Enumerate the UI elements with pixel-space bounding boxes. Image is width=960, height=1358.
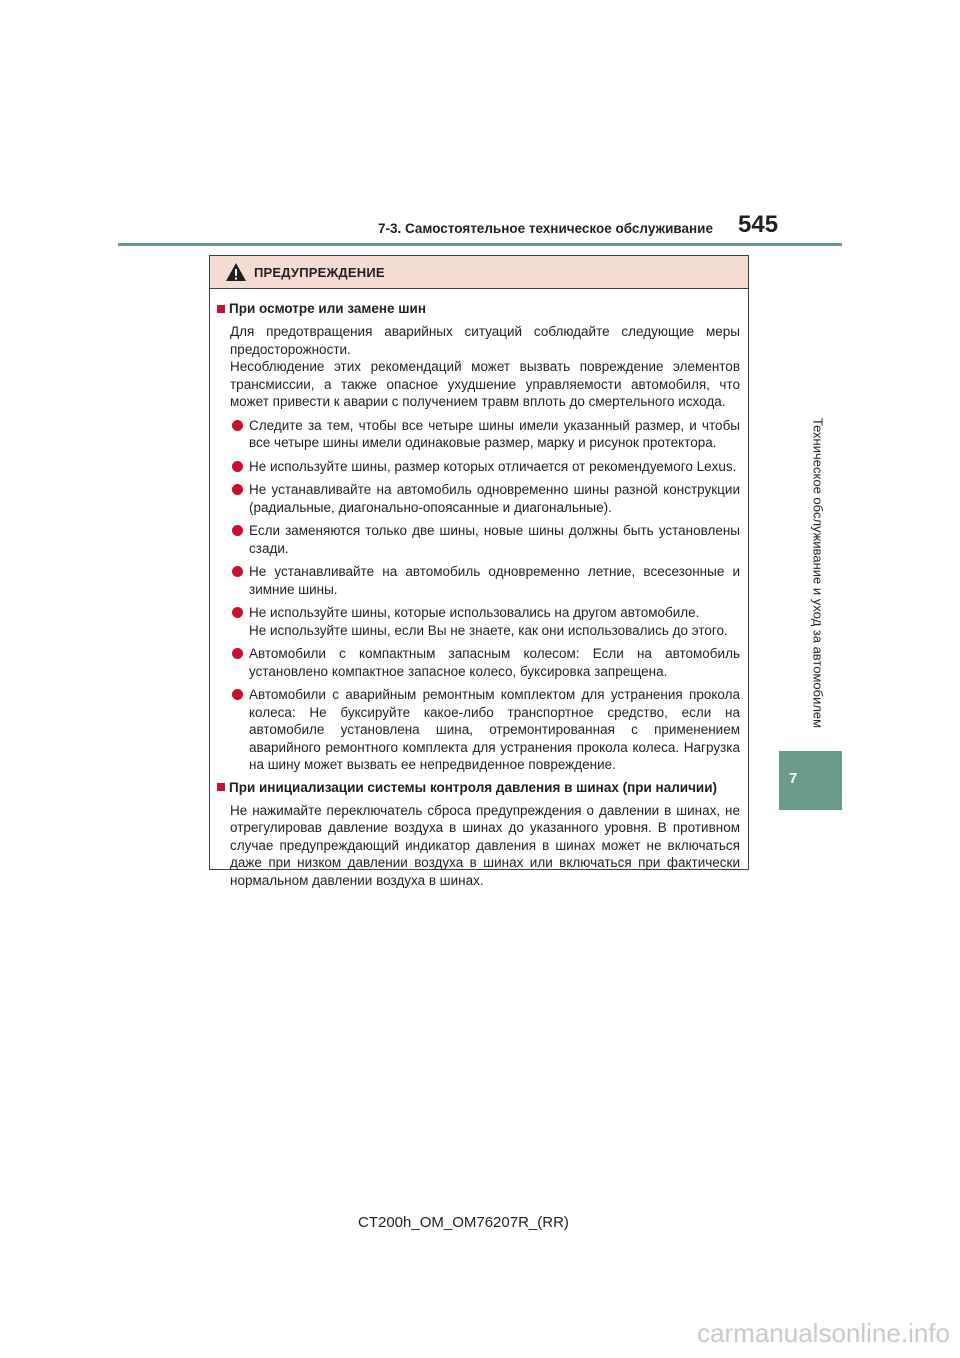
intro-paragraph: Для предотвращения аварийных ситуаций соблюдайте следующие меры предосторожности. <box>230 324 740 357</box>
footer-doc-code: CT200h_OM_OM76207R_(RR) <box>358 1214 569 1231</box>
round-bullet-icon <box>232 566 243 577</box>
header-rule <box>118 243 842 246</box>
warning-box <box>209 255 749 888</box>
list-item <box>230 417 740 452</box>
round-bullet-icon <box>232 484 243 495</box>
list-item <box>230 458 740 476</box>
list-item <box>230 481 740 516</box>
page-header-title: 7-3. Самостоятельное техническое обслуживание <box>378 221 713 236</box>
side-tab-text-area <box>800 408 836 738</box>
warning-body <box>210 289 748 889</box>
section-paragraph: Не нажимайте переключатель сброса предупреждения о давлении в шинах, не отрегулировав давление воздуха в шинах до указанного уровня. В противном случае предупреждающий индикатор давления в шинах может не включаться даже при низком давлении воздуха в шинах или включаться при фактически нормальном давлении воздуха в шинах. <box>230 802 740 888</box>
round-bullet-icon <box>232 420 243 431</box>
list-item-text: Не используйте шины, размер которых отличается от рекомендуемого Lexus. <box>249 458 737 474</box>
square-bullet-icon <box>217 783 225 791</box>
page-number: 545 <box>738 211 779 238</box>
list-item <box>230 522 740 557</box>
section-heading-text: При инициализации системы контроля давления в шинах (при наличии) <box>229 779 718 795</box>
chapter-number: 7 <box>789 770 798 787</box>
list-item-text: Если заменяются только две шины, новые шины должны быть установлены сзади. <box>249 523 740 556</box>
list-item-text: Не используйте шины, которые использовались на другом автомобиле. <box>249 605 700 620</box>
intro-paragraph: Несоблюдение этих рекомендаций может вызвать повреждение элементов трансмиссии, а также опасное ухудшение управляемости автомобиля, что может привести к аварии с получением травм вплоть до смертельного исхода. <box>230 359 740 409</box>
section-heading <box>217 780 740 795</box>
square-bullet-icon <box>217 305 225 313</box>
list-item-text: Не устанавливайте на автомобиль одновременно летние, всесезонные и зимние шины. <box>249 564 740 597</box>
list-item-text: Автомобили с компактным запасным колесом: Если на автомобиль установлено компактное запасное колесо, буксировка запрещена. <box>249 646 740 679</box>
round-bullet-icon <box>232 689 243 700</box>
list-item-text: Автомобили с аварийным ремонтным комплектом для устранения прокола колеса: Не буксируйте какое-либо транспортное средство, если на автомобиле установлена шина, отремонтированная с применением аварийного ремонтного комплекта для устранения прокола колеса. Нагрузка на шину может вызвать ее непредвиденное повреждение. <box>249 687 740 772</box>
watermark: carmanualsonline.info <box>697 1318 950 1348</box>
section-heading-text: При осмотре или замене шин <box>229 301 426 316</box>
list-item-text: Не устанавливайте на автомобиль одновременно шины разной конструкции (радиальные, диагонально-опоясанные и диагональные). <box>249 482 740 515</box>
round-bullet-icon <box>232 461 243 472</box>
round-bullet-icon <box>232 648 243 659</box>
section-heading <box>217 301 740 316</box>
warning-header <box>210 256 748 289</box>
list-item <box>230 563 740 598</box>
list-item <box>230 645 740 680</box>
list-item-text: Не используйте шины, если Вы не знаете, как они использовались до этого. <box>249 622 728 638</box>
round-bullet-icon <box>232 525 243 536</box>
list-item <box>230 604 740 639</box>
warning-triangle-icon <box>225 262 247 282</box>
round-bullet-icon <box>232 607 243 618</box>
warning-title: ПРЕДУПРЕЖДЕНИЕ <box>254 264 385 280</box>
list-item-text: Следите за тем, чтобы все четыре шины имели указанный размер, и чтобы все четыре шины имели одинаковые размер, марку и рисунок протектора. <box>249 417 740 450</box>
list-item <box>230 686 740 774</box>
chapter-tab <box>779 751 842 810</box>
chapter-vertical-title: Техническое обслуживание и уход за автомобилем <box>810 417 826 729</box>
